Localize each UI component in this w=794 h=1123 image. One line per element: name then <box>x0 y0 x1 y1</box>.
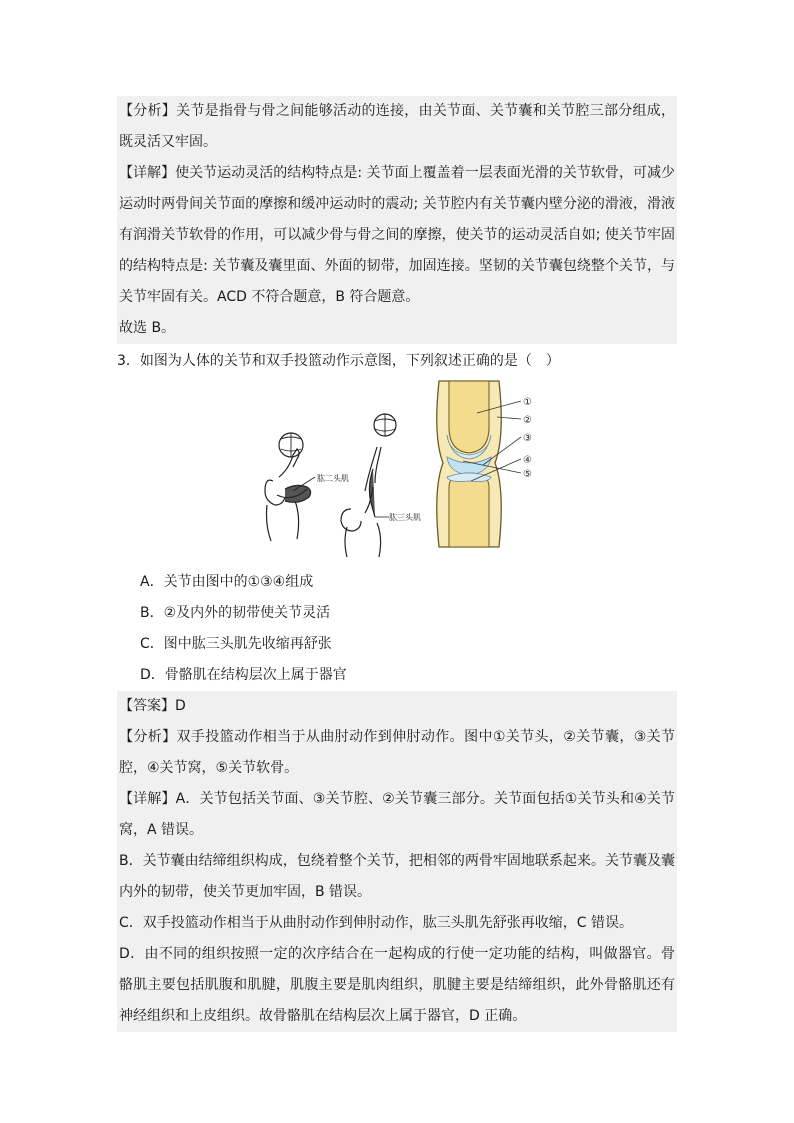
answer: 【答案】D <box>117 691 677 722</box>
label-4: ④ <box>523 455 532 466</box>
detail-a <box>117 784 677 846</box>
detail-a-text: A．关节包括关节面、③关节腔、②关节囊三部分。关节面包括①关节头和④关节窝，A 错误。 <box>119 791 675 838</box>
detail-c: C．双手投篮动作相当于从曲肘动作到伸肘动作，肱三头肌先舒张再收缩，C 错误。 <box>117 908 677 939</box>
detail-d: D．由不同的组织按照一定的次序结合在一起构成的行使一定功能的结构，叫做器官。骨骼肌主要包括肌腹和肌腱，肌腹主要是肌肉组织，肌腱主要是结缔组织，此外骨骼肌还有神经组织和上皮组织。故骨骼肌在结构层次上属于器官，D 正确。 <box>117 939 677 1032</box>
analysis-label: 【分析】 <box>119 729 177 745</box>
label-2: ② <box>523 415 532 426</box>
prev-detail <box>117 158 677 313</box>
option-d: D．骨骼肌在结构层次上属于器官 <box>140 667 347 683</box>
prev-analysis-label: 【分析】 <box>119 103 177 119</box>
question-stem: 3．如图为人体的关节和双手投篮动作示意图，下列叙述正确的是（ ） <box>117 353 560 369</box>
answer-options <box>117 567 677 691</box>
detail-b: B．关节囊由结缔组织构成，包绕着整个关节，把相邻的两骨牢固地联系起来。关节囊及囊内外的韧带，使关节更加牢固，B 错误。 <box>117 846 677 908</box>
option-c: C．图中肱三头肌先收缩再舒张 <box>140 636 332 652</box>
label-3: ③ <box>523 433 532 444</box>
joint-structure-diagram <box>437 381 521 547</box>
prev-analysis <box>117 96 677 158</box>
analysis-text: 双手投篮动作相当于从曲肘动作到伸肘动作。图中①关节头，②关节囊，③关节腔，④关节窝，⑤关节软骨。 <box>119 729 675 776</box>
joint-and-basketball-illustration <box>117 377 677 567</box>
prev-detail-text: 使关节运动灵活的结构特点是: 关节面上覆盖着一层表面光滑的关节软骨，可减少运动时两骨间关节面的摩擦和缓冲运动时的震动; 关节腔内有关节囊内壁分泌的滑液，滑液有润滑关节软骨的作用，可以减少骨与骨之间的摩擦，使关节的运动灵活自如; 使关节牢固的结构特点是: 关节囊及囊里面、外面的韧带，加固连接。坚韧的关节囊包绕整个关节，与关节牢固有关。ACD 不符合题意，B 符合题意。 <box>119 165 676 305</box>
triceps-label: 肱三头肌 <box>389 513 421 522</box>
prev-detail-label: 【详解】 <box>119 165 176 181</box>
analysis <box>117 722 677 784</box>
prev-analysis-text: 关节是指骨与骨之间能够活动的连接，由关节面、关节囊和关节腔三部分组成，既灵活又牢固。 <box>119 103 676 150</box>
label-1: ① <box>523 397 532 408</box>
person-extended-arm-drawing <box>341 414 396 557</box>
question-figure <box>117 377 677 567</box>
prev-choice: 故选 B。 <box>117 313 677 344</box>
person-flexed-arm-drawing <box>265 433 315 541</box>
biceps-label: 肱二头肌 <box>317 474 349 483</box>
option-a: A．关节由图中的①③④组成 <box>140 574 314 590</box>
detail-label: 【详解】 <box>119 791 176 807</box>
option-b: B．②及内外的韧带使关节灵活 <box>140 605 331 621</box>
label-5: ⑤ <box>523 469 532 480</box>
document-page <box>117 96 677 1032</box>
